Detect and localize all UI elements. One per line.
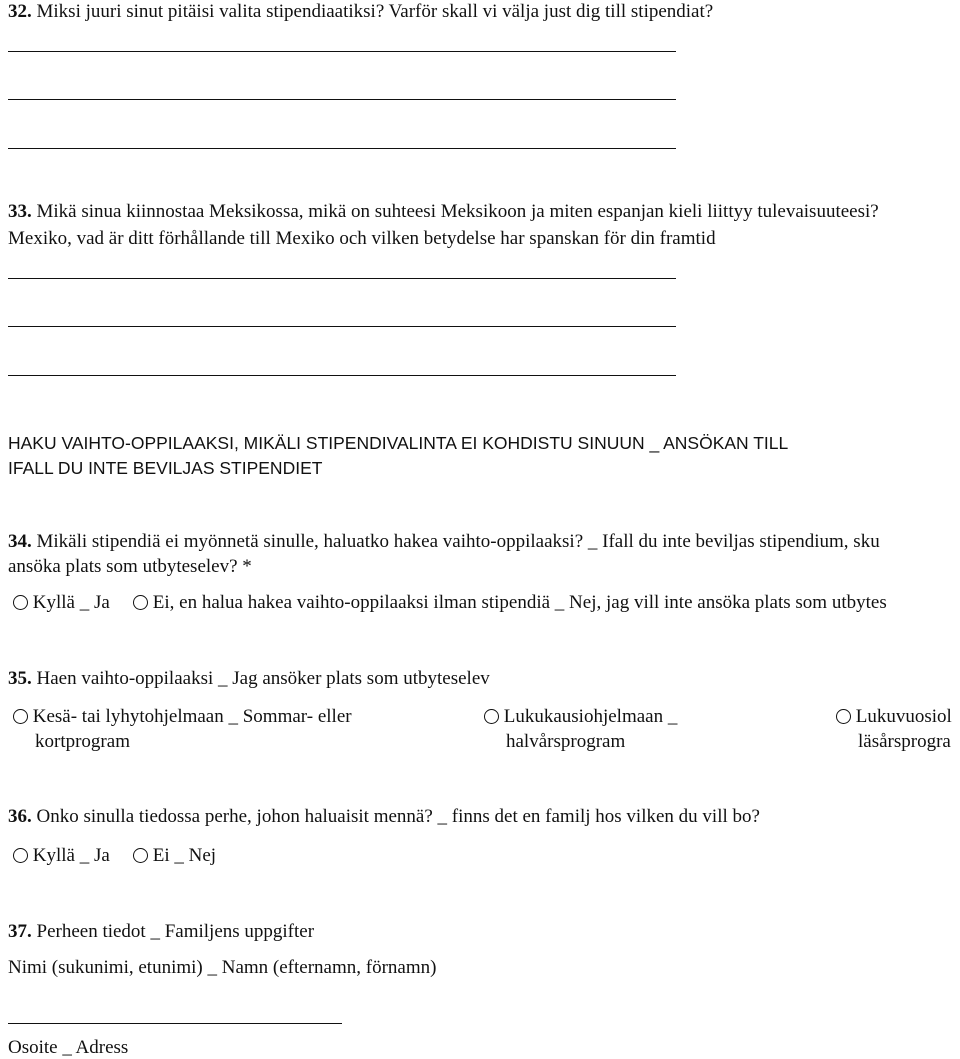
question-33-text-swedish: Mexiko, vad är ditt förhållande till Mexiko och vilken betydelse har spanskan för din framtid	[8, 228, 716, 249]
option-label-line2: kortprogram	[35, 731, 130, 752]
question-text: Haen vaihto-oppilaaksi _ Jag ansöker plats som utbyteselev	[36, 668, 490, 689]
question-number: 32.	[8, 1, 32, 22]
radio-option-year-program[interactable]	[836, 706, 952, 728]
question-text: Mikä sinua kiinnostaa Meksikossa, mikä on suhteesi Meksikoon ja miten espanjan kieli liittyy tulevaisuuteesi?	[36, 201, 879, 222]
answer-line[interactable]	[8, 99, 676, 100]
answer-line[interactable]	[8, 326, 676, 327]
question-34-text-line2: ansöka plats som utbyteselev? *	[8, 556, 252, 577]
option-label-line2: läsårsprogra	[858, 731, 951, 752]
answer-line[interactable]	[8, 148, 676, 149]
radio-option-semester-program[interactable]	[484, 706, 677, 728]
radio-circle-icon[interactable]	[484, 709, 499, 724]
radio-circle-icon[interactable]	[13, 848, 28, 863]
question-text: Perheen tiedot _ Familjens uppgifter	[36, 921, 315, 942]
radio-option-no[interactable]	[133, 845, 216, 867]
address-field-label: Osoite _ Adress	[8, 1037, 129, 1058]
radio-circle-icon[interactable]	[13, 709, 28, 724]
question-number: 37.	[8, 921, 32, 942]
option-label: Lukukausiohjelmaan _	[503, 706, 678, 727]
question-text: Onko sinulla tiedossa perhe, johon haluaisit mennä? _ finns det en familj hos vilken du vill bo?	[36, 806, 760, 827]
option-label: Ei _ Nej	[152, 845, 217, 866]
name-field-label: Nimi (sukunimi, etunimi) _ Namn (efternamn, förnamn)	[8, 957, 437, 978]
question-36	[8, 806, 760, 828]
question-34	[8, 531, 880, 553]
name-answer-line[interactable]	[8, 1023, 342, 1024]
option-label-line2: halvårsprogram	[506, 731, 626, 752]
option-label: Kesä- tai lyhytohjelmaan _ Sommar- eller	[32, 706, 352, 727]
radio-circle-icon[interactable]	[133, 595, 148, 610]
question-number: 36.	[8, 806, 32, 827]
question-number: 35.	[8, 668, 32, 689]
section-heading: HAKU VAIHTO-OPPILAAKSI, MIKÄLI STIPENDIVALINTA EI KOHDISTU SINUUN _ ANSÖKAN TILL	[8, 433, 789, 453]
question-35	[8, 668, 490, 690]
question-33	[8, 201, 879, 223]
question-text: Miksi juuri sinut pitäisi valita stipendiaatiksi? Varför skall vi välja just dig till stipendiat?	[36, 1, 714, 22]
option-label: Kyllä _ Ja	[32, 845, 110, 866]
question-number: 33.	[8, 201, 32, 222]
radio-circle-icon[interactable]	[836, 709, 851, 724]
option-label: Ei, en halua hakea vaihto-oppilaaksi ilman stipendiä _ Nej, jag vill inte ansöka plats som utbytes	[152, 592, 887, 613]
answer-line[interactable]	[8, 375, 676, 376]
question-number: 34.	[8, 531, 32, 552]
answer-line[interactable]	[8, 51, 676, 52]
option-label: Lukuvuosiol	[855, 706, 952, 727]
question-37	[8, 921, 314, 943]
section-heading-line2: IFALL DU INTE BEVILJAS STIPENDIET	[8, 458, 323, 478]
radio-circle-icon[interactable]	[133, 848, 148, 863]
radio-option-no[interactable]	[133, 592, 887, 614]
radio-option-yes[interactable]	[13, 592, 110, 614]
option-label: Kyllä _ Ja	[32, 592, 110, 613]
radio-option-yes[interactable]	[13, 845, 110, 867]
radio-circle-icon[interactable]	[13, 595, 28, 610]
answer-line[interactable]	[8, 278, 676, 279]
radio-option-summer-program[interactable]	[13, 706, 352, 728]
question-text: Mikäli stipendiä ei myönnetä sinulle, haluatko hakea vaihto-oppilaaksi? _ Ifall du inte beviljas stipendium, sku	[36, 531, 880, 552]
question-32	[8, 1, 713, 23]
